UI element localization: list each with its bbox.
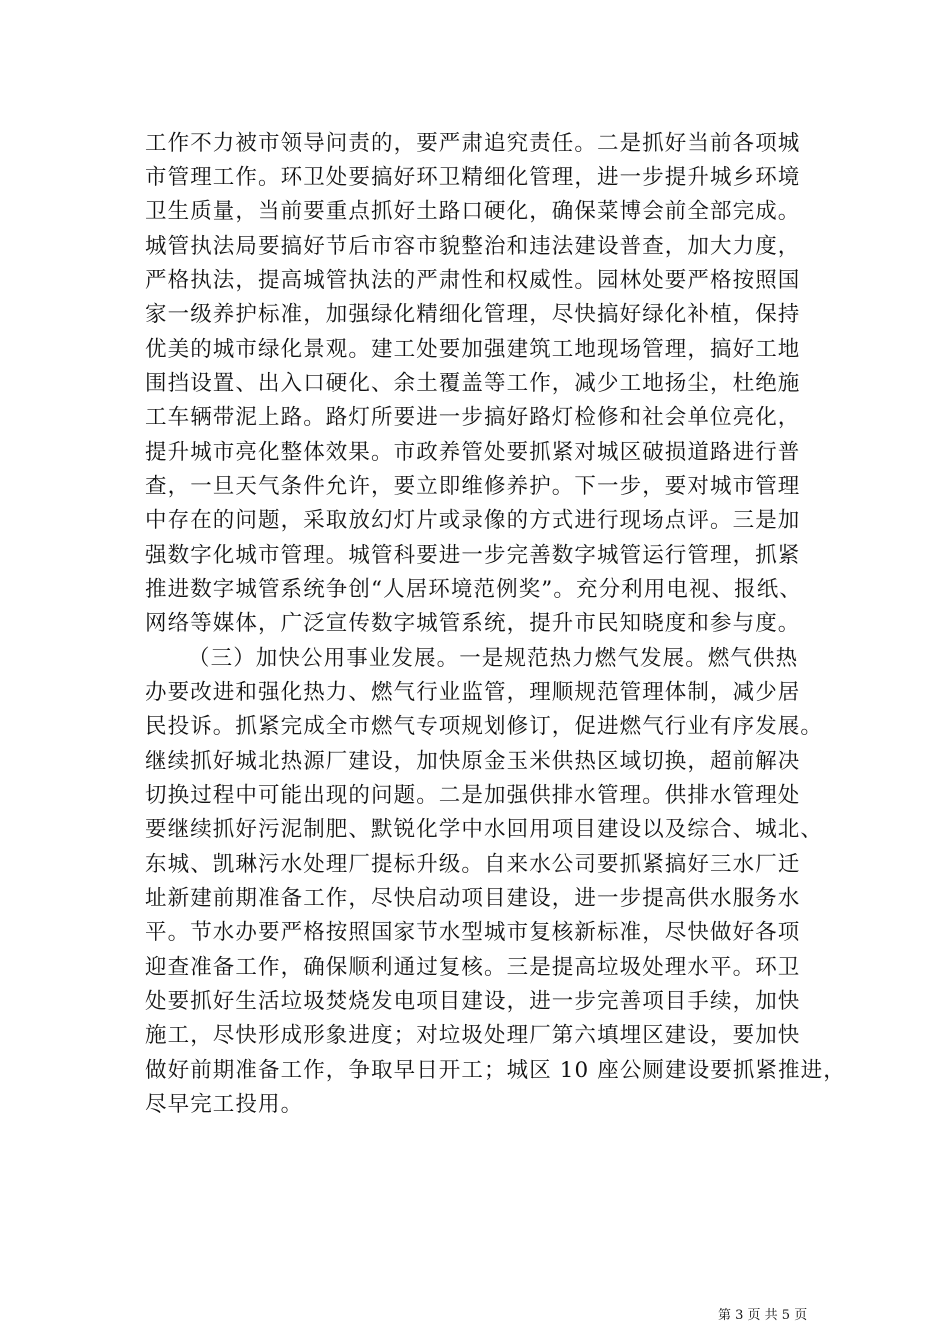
- text-line: 查，一旦天气条件允许，要立即维修养护。下一步，要对城市管理: [145, 474, 801, 499]
- text-line: 卫生质量，当前要重点抓好土路口硬化，确保菜博会前全部完成。: [145, 199, 801, 224]
- text-line: 市管理工作。环卫处要搞好环卫精细化管理，进一步提升城乡环境: [145, 165, 801, 190]
- text-line: 工车辆带泥上路。路灯所要进一步搞好路灯检修和社会单位亮化，: [145, 405, 801, 430]
- text-line: 继续抓好城北热源厂建设，加快原金玉米供热区域切换，超前解决: [145, 749, 801, 774]
- text-line: 围挡设置、出入口硬化、余土覆盖等工作，减少工地扬尘，杜绝施: [145, 371, 801, 396]
- text-line: 家一级养护标准，加强绿化精细化管理，尽快搞好绿化补植，保持: [145, 302, 801, 327]
- text-line: 切换过程中可能出现的问题。二是加强供排水管理。供排水管理处: [145, 783, 801, 808]
- text-line: 办要改进和强化热力、燃气行业监管，理顺规范管理体制，减少居: [145, 680, 801, 705]
- text-line: 中存在的问题，采取放幻灯片或录像的方式进行现场点评。三是加: [145, 508, 801, 533]
- text-line: 城管执法局要搞好节后市容市貌整治和违法建设普查，加大力度，: [145, 234, 801, 259]
- text-line: 平。节水办要严格按照国家节水型城市复核新标准，尽快做好各项: [145, 920, 801, 945]
- text-line: 严格执法，提高城管执法的严肃性和权威性。园林处要严格按照国: [145, 268, 801, 293]
- text-line: 尽早完工投用。: [145, 1092, 304, 1117]
- text-line: 民投诉。抓紧完成全市燃气专项规划修订，促进燃气行业有序发展。: [145, 714, 824, 739]
- text-line: 迎查准备工作，确保顺利通过复核。三是提高垃圾处理水平。环卫: [145, 955, 801, 980]
- text-line: 址新建前期准备工作，尽快启动项目建设，进一步提高供水服务水: [145, 886, 801, 911]
- text-line: 推进数字城管系统争创“人居环境范例奖”。充分利用电视、报纸、: [145, 577, 802, 602]
- text-line: 要继续抓好污泥制肥、默锐化学中水回用项目建设以及综合、城北、: [145, 817, 824, 842]
- text-line: 处要抓好生活垃圾焚烧发电项目建设，进一步完善项目手续，加快: [145, 989, 801, 1014]
- text-line: 东城、凯琳污水处理厂提标升级。自来水公司要抓紧搞好三水厂迁: [145, 852, 801, 877]
- section-heading-line: （三）加快公用事业发展。一是规范热力燃气发展。燃气供热: [188, 646, 799, 671]
- text-line: 施工，尽快形成形象进度；对垃圾处理厂第六填埋区建设，要加快: [145, 1023, 801, 1048]
- text-line: 做好前期准备工作，争取早日开工；城区 10 座公厕建设要抓紧推进，: [145, 1058, 846, 1083]
- page-number-footer: 第 3 页 共 5 页: [718, 1308, 808, 1323]
- text-line: 优美的城市绿化景观。建工处要加强建筑工地现场管理，搞好工地: [145, 337, 801, 362]
- text-line: 强数字化城市管理。城管科要进一步完善数字城管运行管理，抓紧: [145, 543, 801, 568]
- text-line: 提升城市亮化整体效果。市政养管处要抓紧对城区破损道路进行普: [145, 440, 801, 465]
- text-line: 网络等媒体，广泛宣传数字城管系统，提升市民知晓度和参与度。: [145, 611, 801, 636]
- text-line: 工作不力被市领导问责的，要严肃追究责任。二是抓好当前各项城: [145, 131, 801, 156]
